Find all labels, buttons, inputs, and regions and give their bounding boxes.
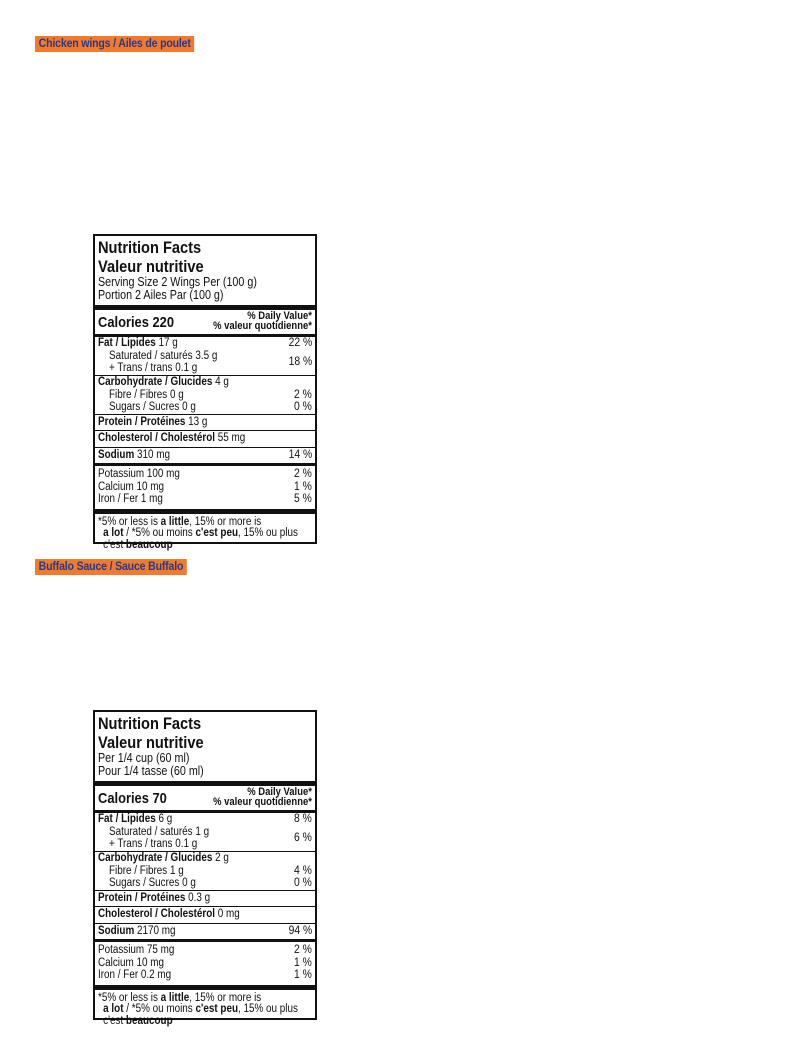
iron-pct: 1 % xyxy=(294,969,312,981)
serving-size-fr: Portion 2 Ailes Par (100 g) xyxy=(98,288,224,302)
protein-label: Protein / Protéines xyxy=(98,891,186,904)
saturated-trans-pct: 18 % xyxy=(288,356,312,368)
dv-en: % Daily Value* xyxy=(247,786,312,798)
dv-en: % Daily Value* xyxy=(247,310,312,322)
divider xyxy=(95,923,315,924)
title-en: Nutrition Facts xyxy=(98,714,202,733)
potassium-pct: 2 % xyxy=(294,944,312,956)
fibre-value: 0 g xyxy=(170,388,184,401)
sodium-pct: 94 % xyxy=(288,924,312,937)
trans-value: 0.1 g xyxy=(175,362,198,374)
sodium-label: Sodium xyxy=(98,448,135,461)
potassium: Potassium 100 mg xyxy=(98,468,180,480)
calcium-pct: 1 % xyxy=(294,956,312,969)
cholesterol-label: Cholesterol / Cholestérol xyxy=(98,432,216,444)
fibre-pct: 4 % xyxy=(294,864,312,877)
trans-label: + Trans / trans xyxy=(109,362,173,374)
calcium-pct: 1 % xyxy=(294,480,312,493)
sodium-value: 2170 mg xyxy=(137,924,176,937)
fat-pct: 22 % xyxy=(288,337,312,349)
calories: Calories 220 xyxy=(98,314,175,331)
nutrition-facts-panel xyxy=(93,234,317,551)
trans-label: + Trans / trans xyxy=(109,838,173,850)
sugars-label: Sugars / Sucres xyxy=(109,877,180,889)
potassium: Potassium 75 mg xyxy=(98,944,175,956)
sugars-pct: 0 % xyxy=(294,877,312,889)
serving-size-fr: Pour 1/4 tasse (60 ml) xyxy=(98,764,204,778)
iron-pct: 5 % xyxy=(294,493,312,505)
saturated-value: 3.5 g xyxy=(195,349,218,362)
fibre-label: Fibre / Fibres xyxy=(109,864,168,877)
cholesterol-label: Cholesterol / Cholestérol xyxy=(98,908,216,920)
carb-value: 2 g xyxy=(215,852,229,864)
fibre-value: 1 g xyxy=(170,864,184,877)
footnote: *5% or less is a little, 15% or more is a lot / *5% ou moins c'est peu, 15% ou plus c'est beaucoup xyxy=(98,515,298,551)
sugars-value: 0 g xyxy=(182,401,196,413)
sodium-label: Sodium xyxy=(98,924,135,937)
fat-block xyxy=(98,337,312,375)
calcium: Calcium 10 mg xyxy=(98,956,164,969)
fibre-pct: 2 % xyxy=(294,388,312,401)
daily-value-header xyxy=(213,311,312,331)
divider xyxy=(95,447,315,448)
iron: Iron / Fer 1 mg xyxy=(98,493,163,505)
divider xyxy=(95,463,315,466)
calories: Calories 70 xyxy=(98,790,167,807)
divider xyxy=(95,414,315,415)
protein-value: 13 g xyxy=(188,415,208,428)
title-fr: Valeur nutritive xyxy=(98,733,204,752)
sugars-label: Sugars / Sucres xyxy=(109,401,180,413)
fibre-label: Fibre / Fibres xyxy=(109,388,168,401)
dv-fr: % valeur quotidienne* xyxy=(213,320,312,332)
fat-value: 17 g xyxy=(158,337,178,349)
saturated-trans-pct: 6 % xyxy=(294,832,312,844)
divider xyxy=(95,430,315,431)
sugars-pct: 0 % xyxy=(294,401,312,413)
divider xyxy=(95,890,315,891)
title-en: Nutrition Facts xyxy=(98,238,202,257)
section-tag-buffalo-sauce: Buffalo Sauce / Sauce Buffalo xyxy=(35,559,187,575)
fat-label: Fat / Lipides xyxy=(98,813,156,825)
sodium-pct: 14 % xyxy=(288,448,312,461)
protein-value: 0.3 g xyxy=(188,891,211,904)
title-fr: Valeur nutritive xyxy=(98,257,204,276)
fat-label: Fat / Lipides xyxy=(98,337,156,349)
saturated-label: Saturated / saturés xyxy=(109,349,193,362)
fat-value: 6 g xyxy=(158,813,173,825)
section-tag-chicken-wings: Chicken wings / Ailes de poulet xyxy=(35,36,194,52)
iron: Iron / Fer 0.2 mg xyxy=(98,969,172,981)
calcium: Calcium 10 mg xyxy=(98,480,164,493)
carb-value: 4 g xyxy=(215,376,229,388)
saturated-label: Saturated / saturés xyxy=(109,825,193,838)
fat-block xyxy=(98,813,312,851)
saturated-value: 1 g xyxy=(195,825,210,838)
footnote: *5% or less is a little, 15% or more is a lot / *5% ou moins c'est peu, 15% ou plus c'est beaucoup xyxy=(98,991,298,1027)
serving-size-en: Serving Size 2 Wings Per (100 g) xyxy=(98,275,257,289)
cholesterol-value: 0 mg xyxy=(217,908,240,920)
sodium-value: 310 mg xyxy=(137,448,171,461)
protein-label: Protein / Protéines xyxy=(98,415,186,428)
daily-value-header xyxy=(213,787,312,807)
divider xyxy=(95,939,315,942)
divider xyxy=(95,906,315,907)
carb-label: Carbohydrate / Glucides xyxy=(98,852,213,864)
potassium-pct: 2 % xyxy=(294,468,312,480)
fat-pct: 8 % xyxy=(294,813,312,825)
cholesterol-value: 55 mg xyxy=(217,432,246,444)
nutrition-facts-panel xyxy=(93,710,317,1027)
serving-size-en: Per 1/4 cup (60 ml) xyxy=(98,751,190,765)
trans-value: 0.1 g xyxy=(175,838,198,850)
dv-fr: % valeur quotidienne* xyxy=(213,796,312,808)
carb-label: Carbohydrate / Glucides xyxy=(98,376,213,388)
sugars-value: 0 g xyxy=(182,877,196,889)
